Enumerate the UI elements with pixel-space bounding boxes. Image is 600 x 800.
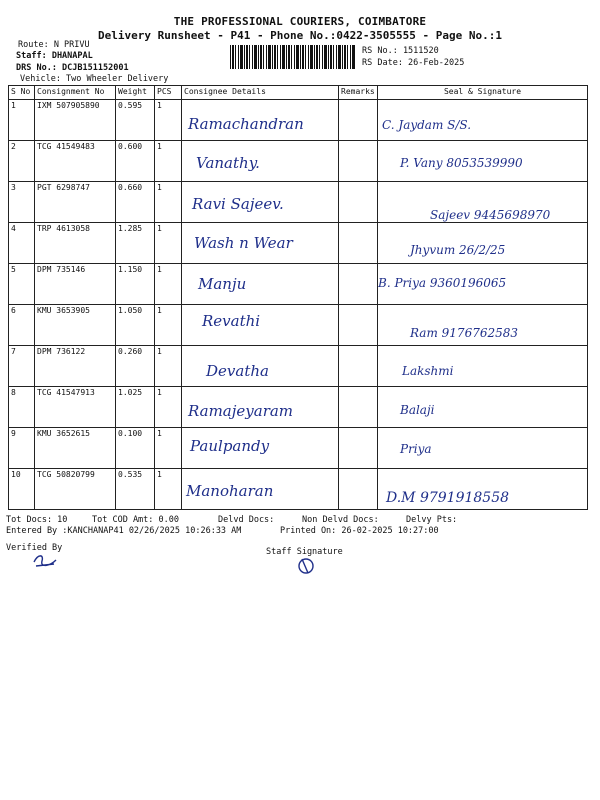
cell-remarks [339,141,378,182]
handwritten-signature: P. Vany 8053539990 [400,156,523,170]
cell-weight: 0.600 [116,141,155,182]
cell-remarks [339,469,378,510]
route-label: Route: N PRIVU [18,40,90,50]
handwritten-consignee: Ramachandran [188,115,304,133]
staff-signature-scribble [294,555,318,577]
handwritten-consignee: Paulpandy [190,437,270,455]
cell-sno: 2 [9,141,35,182]
cell-weight: 1.050 [116,305,155,346]
total-cod-amount: Tot COD Amt: 0.00 [92,515,179,525]
handwritten-signature: B. Priya 9360196065 [378,276,507,290]
cell-pcs: 1 [155,223,182,264]
cell-pcs: 1 [155,264,182,305]
cell-remarks [339,100,378,141]
staff-signature-label: Staff Signature [266,547,343,557]
delivery-points: Delvy Pts: [406,515,458,525]
cell-remarks [339,305,378,346]
handwritten-signature: Lakshmi [402,364,454,378]
col-header-weight: Weight [116,86,155,100]
cell-consignment: KMU 3653905 [35,305,116,346]
cell-consignment: KMU 3652615 [35,428,116,469]
staff-label: Staff: DHANAPAL [16,51,93,61]
cell-weight: 1.025 [116,387,155,428]
document-subtitle: Delivery Runsheet - P41 - Phone No.:0422-3505555 - Page No.:1 [98,29,502,42]
table-row [9,428,588,469]
cell-weight: 0.660 [116,182,155,223]
handwritten-consignee: Wash n Wear [194,234,293,252]
cell-weight: 0.260 [116,346,155,387]
cell-sno: 8 [9,387,35,428]
cell-pcs: 1 [155,182,182,223]
cell-consignment: IXM 507905890 [35,100,116,141]
cell-remarks [339,387,378,428]
entered-by: Entered By :KANCHANAP41 02/26/2025 10:26:33 AM [6,526,242,536]
rs-number: RS No.: 1511520 [362,46,439,56]
cell-consignment: DPM 736122 [35,346,116,387]
col-header-signature: Seal & Signature [378,86,588,100]
cell-weight: 1.285 [116,223,155,264]
cell-sno: 10 [9,469,35,510]
cell-remarks [339,346,378,387]
cell-pcs: 1 [155,100,182,141]
cell-consignment: TCG 50820799 [35,469,116,510]
cell-weight: 1.150 [116,264,155,305]
handwritten-signature: Ram 9176762583 [410,326,519,340]
cell-sno: 5 [9,264,35,305]
cell-consignment: TRP 4613058 [35,223,116,264]
cell-pcs: 1 [155,387,182,428]
handwritten-signature: C. Jaydam S/S. [382,118,472,132]
cell-pcs: 1 [155,346,182,387]
cell-sno: 6 [9,305,35,346]
cell-sno: 9 [9,428,35,469]
handwritten-signature: Sajeev 9445698970 [430,208,551,222]
runsheet-table [8,85,588,510]
handwritten-consignee: Manoharan [186,482,274,500]
handwritten-signature: D.M 9791918558 [386,490,510,506]
vehicle-label: Vehicle: Two Wheeler Delivery [20,74,169,84]
cell-consignment: TCG 41549483 [35,141,116,182]
cell-sno: 3 [9,182,35,223]
handwritten-consignee: Ramajeyaram [188,402,294,420]
handwritten-consignee: Revathi [202,312,261,330]
barcode-image [230,45,355,69]
table-header-row [9,86,588,100]
rs-date: RS Date: 26-Feb-2025 [362,58,465,68]
cell-pcs: 1 [155,428,182,469]
cell-weight: 0.535 [116,469,155,510]
non-delivered-docs: Non Delvd Docs: [302,515,379,525]
table-row [9,387,588,428]
handwritten-consignee: Manju [198,275,247,293]
document-title: THE PROFESSIONAL COURIERS, COIMBATORE [173,15,427,28]
cell-sno: 4 [9,223,35,264]
delivered-docs: Delvd Docs: [218,515,275,525]
col-header-pcs: PCS [155,86,182,100]
col-header-remarks: Remarks [339,86,378,100]
col-header-consignment: Consignment No [35,86,116,100]
verified-signature-scribble [30,552,60,570]
table-row [9,346,588,387]
cell-remarks [339,264,378,305]
cell-weight: 0.595 [116,100,155,141]
cell-remarks [339,428,378,469]
cell-sno: 1 [9,100,35,141]
cell-remarks [339,182,378,223]
cell-consignment: TCG 41547913 [35,387,116,428]
col-header-consignee: Consignee Details [182,86,339,100]
cell-sno: 7 [9,346,35,387]
cell-consignment: DPM 735146 [35,264,116,305]
handwritten-signature: Balaji [400,403,435,417]
cell-pcs: 1 [155,141,182,182]
printed-on: Printed On: 26-02-2025 10:27:00 [280,526,439,536]
handwritten-signature: Jhyvum 26/2/25 [410,243,506,257]
cell-pcs: 1 [155,305,182,346]
cell-pcs: 1 [155,469,182,510]
total-docs: Tot Docs: 10 [6,515,68,525]
handwritten-consignee: Ravi Sajeev. [192,195,284,213]
handwritten-consignee: Devatha [206,362,269,380]
handwritten-signature: Priya [400,442,432,456]
handwritten-consignee: Vanathy. [196,154,260,172]
cell-remarks [339,223,378,264]
verified-by-label: Verified By [6,543,63,553]
cell-weight: 0.100 [116,428,155,469]
cell-consignment: PGT 6298747 [35,182,116,223]
drs-number: DRS No.: DCJB151152001 [16,63,129,73]
col-header-sno: S No [9,86,35,100]
